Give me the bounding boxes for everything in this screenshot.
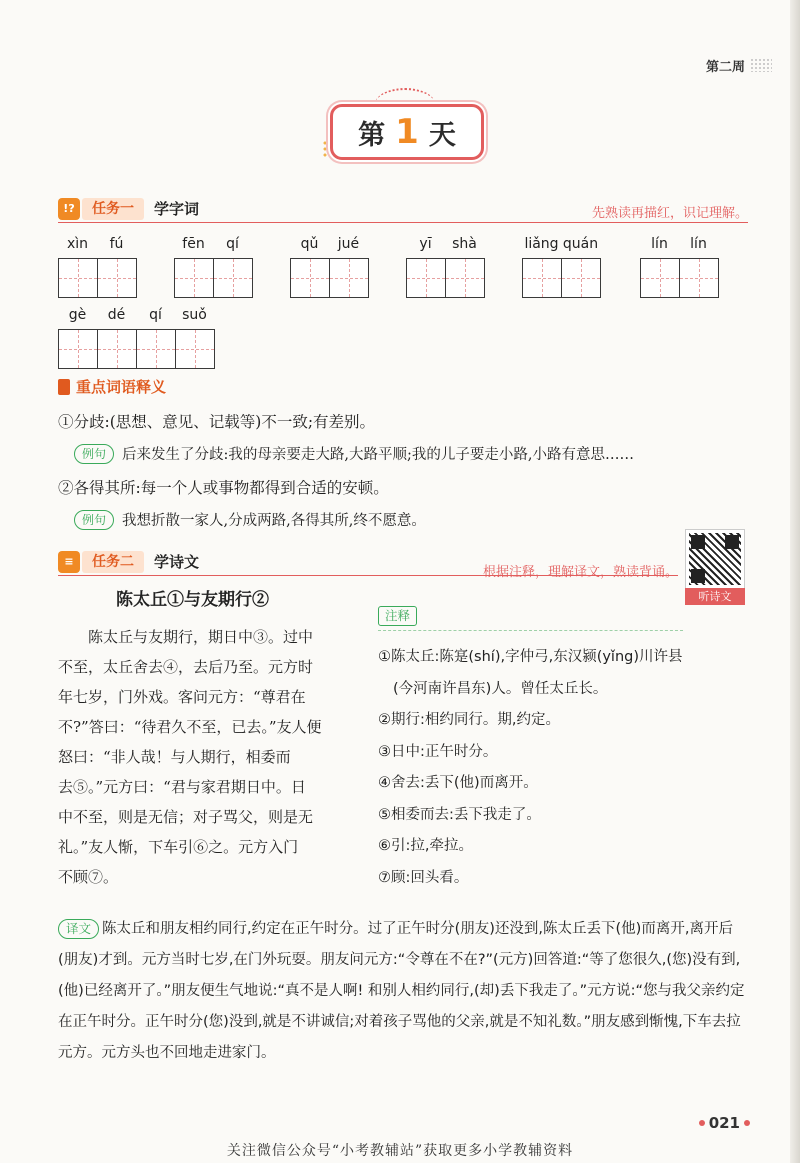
note-item: ③日中:正午时分。 bbox=[378, 743, 498, 760]
writing-cell[interactable] bbox=[97, 329, 137, 369]
list-icon: ≡ bbox=[58, 551, 80, 573]
dot-pattern-icon bbox=[750, 58, 772, 72]
task1-underline bbox=[58, 222, 748, 223]
task2-title: 学诗文 bbox=[154, 553, 200, 571]
pinyin: shà bbox=[452, 236, 477, 252]
task1-header bbox=[58, 198, 748, 224]
poem-line: 陈太丘与友期行，期日中③。过中 bbox=[88, 628, 314, 646]
day-number: 1 bbox=[395, 112, 419, 152]
pinyin: fú bbox=[109, 236, 124, 252]
page-number-text: 021 bbox=[708, 1114, 740, 1132]
word-group-1 bbox=[58, 236, 136, 302]
example-tag: 例句 bbox=[74, 444, 114, 464]
writing-cell[interactable] bbox=[97, 258, 137, 298]
poem-body bbox=[58, 622, 360, 892]
poem-line: 不至，太丘舍去④，去后乃至。元方时 bbox=[58, 658, 314, 676]
writing-cell[interactable] bbox=[406, 258, 446, 298]
task2-header bbox=[58, 551, 678, 580]
poem-line: 礼。”友人惭，下车引⑥之。元方入门 bbox=[58, 838, 299, 856]
note-item: ④舍去:丢下(他)而离开。 bbox=[378, 775, 538, 791]
writing-cell[interactable] bbox=[640, 258, 680, 298]
poem-line: 年七岁，门外戏。客问元方：“尊君在 bbox=[58, 688, 306, 706]
footer-note: 关注微信公众号“小考教辅站”获取更多小学教辅资料 bbox=[226, 1143, 574, 1159]
note-item: ②期行:相约同行。期,约定。 bbox=[378, 712, 560, 728]
qr-pattern bbox=[689, 533, 741, 585]
word-group-3 bbox=[290, 236, 368, 302]
vocab-example-2 bbox=[74, 509, 426, 530]
task1-title: 学字词 bbox=[154, 200, 200, 218]
note-item: (今河南许昌东)人。曾任太丘长。 bbox=[393, 680, 608, 697]
vocab-definition-1: ①分歧:(思想、意见、记载等)不一致;有差别。 bbox=[58, 413, 376, 431]
pinyin: quán bbox=[562, 236, 599, 252]
vocab-title-text: 重点词语释义 bbox=[76, 378, 167, 396]
poem-title: 陈太丘①与友期行② bbox=[116, 590, 269, 610]
writing-cell[interactable] bbox=[174, 258, 214, 298]
book-icon bbox=[58, 379, 70, 395]
task1-hint: 先熟读再描红，识记理解。 bbox=[591, 206, 748, 221]
vocab-definition-2: ②各得其所:每一个人或事物都得到合适的安顿。 bbox=[58, 479, 389, 497]
word-group-5 bbox=[522, 236, 600, 302]
vocab-example-1 bbox=[74, 443, 634, 464]
notes-tag: 注释 bbox=[378, 606, 417, 626]
writing-cell[interactable] bbox=[679, 258, 719, 298]
pinyin: fēn bbox=[182, 236, 205, 252]
translation-text: 陈太丘和朋友相约同行,约定在正午时分。过了正午时分(朋友)还没到,陈太丘丢下(他)而离开,离开后(朋友)才到。元方当时七岁,在门外玩耍。朋友问元方:“令尊在不在?”(元方)回答道:“等了您很久,(您)没有到,(他)已经离开了。”朋友便生气地说:“真不是人啊! 和别人相约同行,(却)丢下我走了。”元方说:“您与我父亲约定在正午时分。正午时分(您)没到,就是不讲诚信;对着孩子骂他的父亲,就是不知礼数。”朋友感到惭愧,下车去拉元方。元方头也不回地走进家门。 bbox=[58, 921, 745, 1061]
dot-icon bbox=[744, 1120, 750, 1126]
notes-list bbox=[378, 642, 778, 894]
pinyin: qí bbox=[226, 236, 239, 252]
pinyin: lín bbox=[651, 236, 668, 252]
vocab-title bbox=[58, 376, 166, 397]
writing-cell[interactable] bbox=[445, 258, 485, 298]
note-item: ①陈太丘:陈寔(shí),字仲弓,东汉颍(yǐng)川许县 bbox=[378, 649, 683, 665]
example-text: 后来发生了分歧:我的母亲要走大路,大路平顺;我的儿子要走小路,小路有意思…… bbox=[122, 447, 635, 463]
note-item: ⑥引:拉,牵拉。 bbox=[378, 838, 473, 854]
writing-cell[interactable] bbox=[561, 258, 601, 298]
task2-underline bbox=[58, 575, 678, 576]
writing-cell[interactable] bbox=[329, 258, 369, 298]
task2-tag: 任务二 bbox=[82, 551, 144, 573]
page-number bbox=[699, 1114, 750, 1132]
pinyin: dé bbox=[107, 307, 126, 323]
day-badge bbox=[330, 104, 484, 160]
writing-cell[interactable] bbox=[58, 329, 98, 369]
pinyin: xìn bbox=[66, 236, 89, 252]
pinyin: lín bbox=[690, 236, 707, 252]
writing-cell[interactable] bbox=[522, 258, 562, 298]
example-text: 我想折散一家人,分成两路,各得其所,终不愿意。 bbox=[122, 513, 426, 529]
word-group-7 bbox=[58, 307, 214, 373]
task2-hint: 根据注释，理解译文，熟读背诵。 bbox=[482, 565, 678, 580]
pinyin: qí bbox=[149, 307, 162, 323]
qr-code-icon[interactable] bbox=[685, 529, 745, 589]
task1-tag: 任务一 bbox=[82, 198, 144, 220]
notes-divider bbox=[378, 630, 683, 631]
translation-tag: 译文 bbox=[58, 919, 99, 939]
week-label: 第二周 bbox=[705, 60, 745, 75]
example-tag: 例句 bbox=[74, 510, 114, 530]
poem-line: 去⑤。”元方曰：“君与家君期日中。日 bbox=[58, 778, 306, 796]
word-group-6 bbox=[640, 236, 718, 302]
listen-label[interactable]: 听诗文 bbox=[685, 588, 745, 605]
note-item: ⑦顾:回头看。 bbox=[378, 869, 469, 886]
poem-line: 中不至，则是无信；对子骂父，则是无 bbox=[58, 808, 314, 826]
pinyin: qǔ bbox=[300, 236, 319, 252]
poem-line: 不顾⑦。 bbox=[58, 868, 119, 886]
question-icon: !? bbox=[58, 198, 80, 220]
day-suffix: 天 bbox=[428, 119, 456, 151]
word-group-2 bbox=[174, 236, 252, 302]
page-edge bbox=[790, 0, 800, 1163]
writing-cell[interactable] bbox=[136, 329, 176, 369]
note-item: ⑤相委而去:丢下我走了。 bbox=[378, 806, 541, 823]
poem-line: 不?”答曰：“待君久不至，已去。”友人便 bbox=[58, 718, 322, 736]
pinyin: liǎng bbox=[524, 236, 559, 252]
pinyin: yī bbox=[419, 236, 432, 252]
day-prefix: 第 bbox=[358, 119, 386, 151]
writing-cell[interactable] bbox=[213, 258, 253, 298]
dot-icon bbox=[699, 1120, 705, 1126]
pinyin: jué bbox=[337, 236, 360, 252]
writing-cell[interactable] bbox=[290, 258, 330, 298]
pinyin: gè bbox=[68, 307, 87, 323]
poem-line: 怒曰：“非人哉！与人期行，相委而 bbox=[58, 748, 291, 766]
pinyin: suǒ bbox=[182, 307, 207, 323]
writing-cell[interactable] bbox=[175, 329, 215, 369]
writing-cell[interactable] bbox=[58, 258, 98, 298]
word-group-4 bbox=[406, 236, 484, 302]
